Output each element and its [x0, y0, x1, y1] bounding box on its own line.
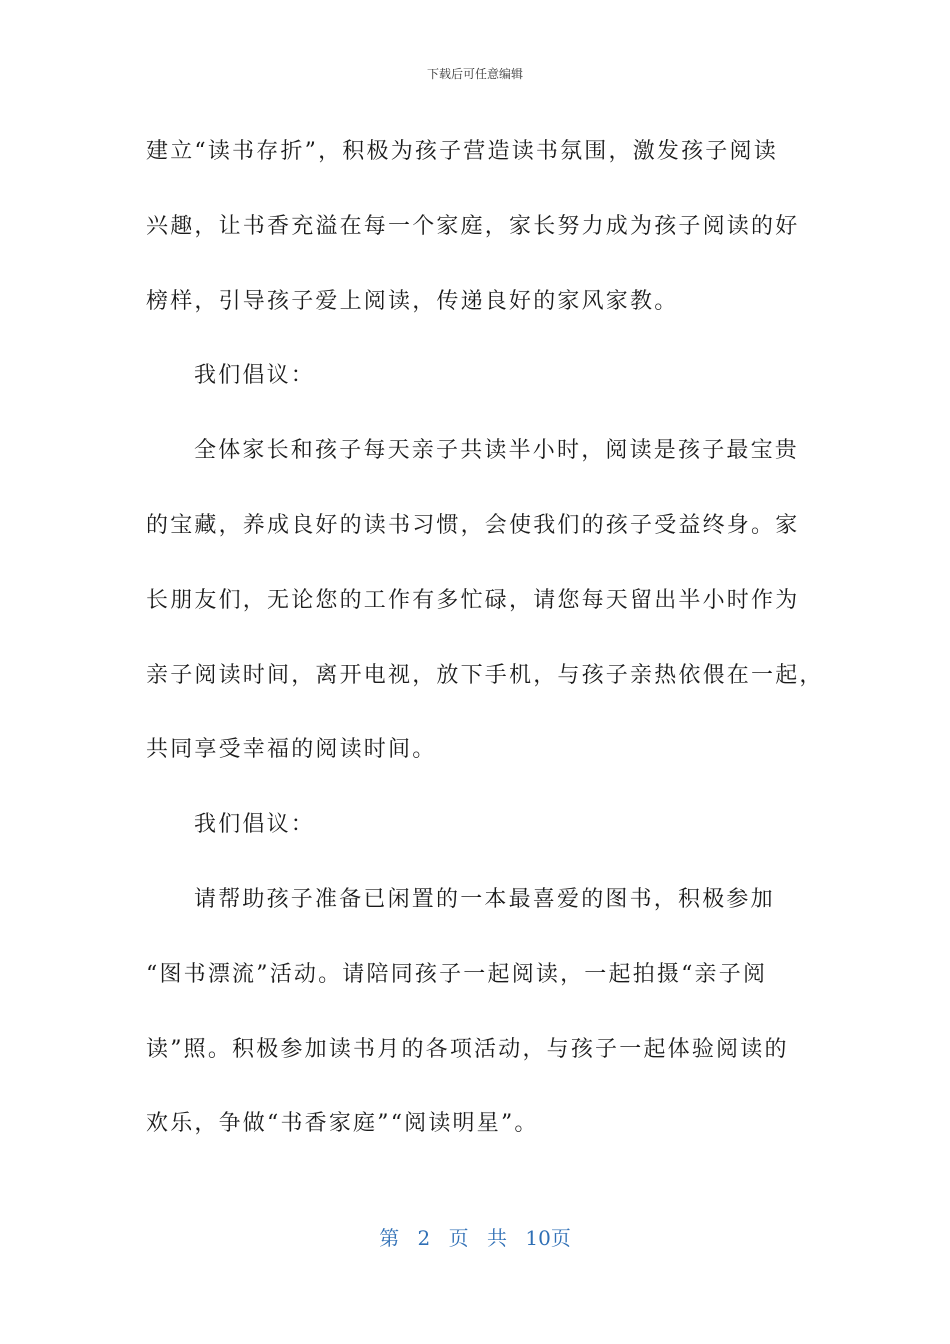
- paragraph-line: 全体家长和孩子每天亲子共读半小时，阅读是孩子最宝贵: [194, 438, 800, 464]
- footer-page-word: 页: [448, 1226, 469, 1250]
- document-body: [146, 115, 824, 1162]
- paragraph-line: 共同享受幸福的阅读时间。: [146, 737, 437, 763]
- paragraph-line: 欢乐，争做“书香家庭”“阅读明星”。: [146, 1111, 539, 1137]
- footer-current-page: 2: [417, 1226, 431, 1250]
- paragraph-line: 亲子阅读时间，离开电视，放下手机，与孩子亲热依偎在一起，: [146, 662, 824, 688]
- footer-suffix: 页: [550, 1226, 571, 1250]
- paragraph-line: 请帮助孩子准备已闲置的一本最喜爱的图书，积极参加: [194, 886, 775, 912]
- paragraph-line: 我们倡议：: [194, 363, 316, 389]
- paragraph-line: 建立“读书存折”，积极为孩子营造读书氛围，激发孩子阅读: [146, 139, 778, 164]
- footer-total-pages: 10: [525, 1226, 551, 1250]
- page-footer: [0, 1226, 950, 1250]
- paragraph-line: 的宝藏，养成良好的读书习惯，会使我们的孩子受益终身。家: [146, 512, 800, 538]
- footer-prefix: 第: [379, 1226, 400, 1250]
- paragraph-line: 读”照。积极参加读书月的各项活动，与孩子一起体验阅读的: [146, 1036, 789, 1062]
- footer-total-word: 共: [487, 1226, 507, 1250]
- page-header: 下载后可任意编辑: [426, 67, 523, 81]
- proposal-heading-1: [146, 339, 806, 414]
- paragraph-line: “图书漂流”活动。请陪同孩子一起阅读，一起拍摄“亲子阅: [146, 961, 768, 987]
- paragraph-line: 长朋友们，无论您的工作有多忙碌，请您每天留出半小时作为: [146, 587, 800, 613]
- paragraph-3: [146, 863, 806, 1162]
- paragraph-1: [146, 115, 806, 339]
- paragraph-line: 我们倡议：: [194, 812, 316, 838]
- paragraph-2: [146, 414, 824, 788]
- paragraph-line: 榜样，引导孩子爱上阅读，传递良好的家风家教。: [146, 288, 679, 314]
- proposal-heading-2: [146, 788, 806, 863]
- paragraph-line: 兴趣，让书香充溢在每一个家庭，家长努力成为孩子阅读的好: [146, 213, 800, 239]
